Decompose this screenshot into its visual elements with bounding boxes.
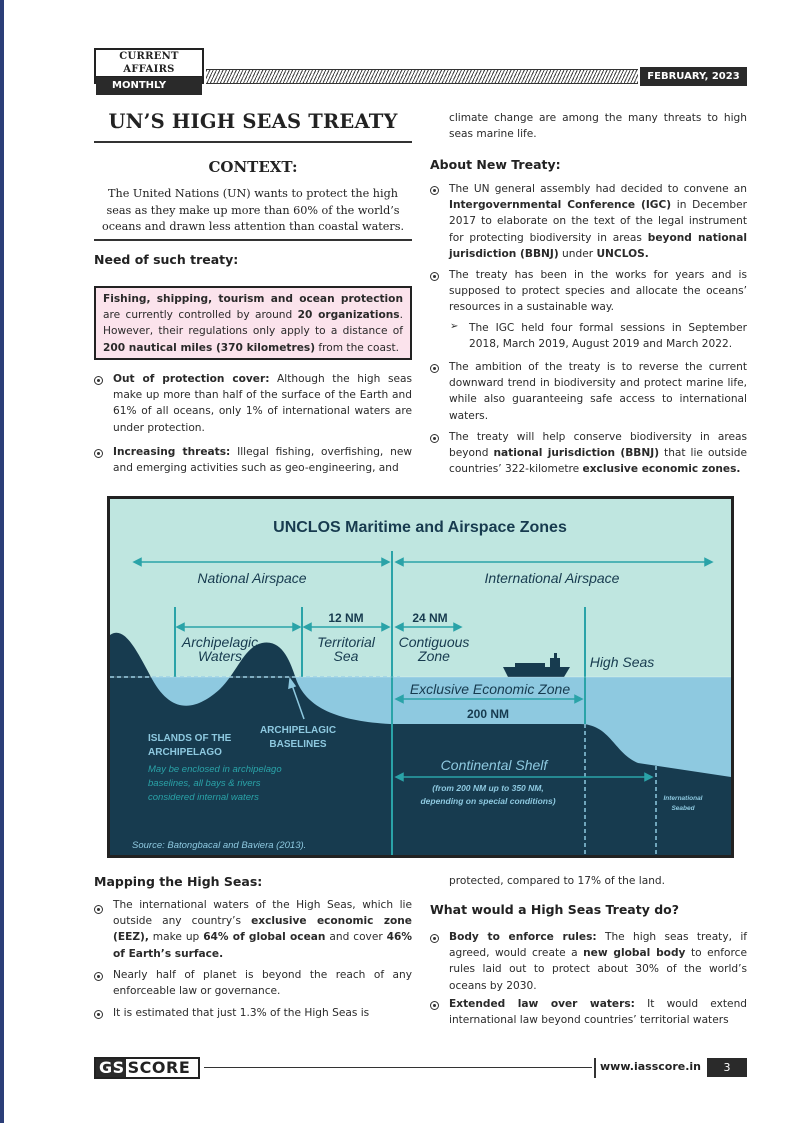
publication-logo — [94, 48, 204, 91]
baselines-label-2: BASELINES — [269, 739, 327, 750]
about-4-text: The treaty will help conserve biodiversity in areas beyond — [449, 431, 747, 460]
page-edge-bar — [0, 0, 4, 1123]
enclosed-note-2: baselines, all bays & rivers — [148, 778, 261, 789]
about-4-text: that lie outside countries’ 322-kilometre — [449, 447, 747, 476]
mapping-1-bold: 46% of Earth’s surface. — [113, 931, 412, 960]
what-1-text: The high seas treaty, if agreed, would create a — [449, 931, 747, 960]
what-heading: What would a High Seas Treaty do? — [430, 902, 679, 917]
shelf-note-2: depending on special conditions) — [420, 796, 556, 806]
context-heading: CONTEXT: — [208, 158, 298, 176]
about-1-bold: beyond national jurisdiction (BBNJ) — [449, 231, 747, 260]
about-heading: About New Treaty: — [430, 157, 561, 172]
what-1-bold: new global body — [583, 947, 686, 960]
logo-gs: GS — [96, 1059, 126, 1077]
territorial-sea-label-1: Territorial — [317, 634, 375, 650]
about-bullet-1 — [449, 181, 747, 262]
contiguous-zone-label-2: Zone — [418, 648, 450, 664]
bullet-icon — [94, 905, 103, 914]
about-bullet-2: The treaty has been in the works for years and is supposed to protect species and allocate the oceans’ resources in a sustainable way. — [449, 269, 747, 314]
about-bullet-3: The ambition of the treaty is to reverse the current downward trend in biodiversity and protect marine life, while also guaranteeing safe access to international waters. — [449, 361, 747, 422]
bullet-icon — [430, 1001, 439, 1010]
bullet-icon — [94, 449, 103, 458]
mapping-bullet-1 — [113, 897, 412, 962]
mapping-heading: Mapping the High Seas: — [94, 874, 263, 889]
callout-text-2: . However, their regulations only apply to a distance of — [103, 309, 403, 338]
bullet-icon — [430, 934, 439, 943]
brand-bottom-label: MONTHLY — [96, 77, 202, 95]
context-divider — [94, 239, 412, 241]
200nm-label: 200 NM — [466, 707, 510, 721]
about-4-bold: national jurisdiction (BBNJ) — [493, 447, 660, 460]
mapping-1-text: make up — [148, 931, 204, 944]
bullet-icon — [94, 1010, 103, 1019]
about-1-bold: Intergovernmental Conference (IGC) — [449, 199, 672, 212]
unclos-zones-figure — [107, 496, 734, 858]
islands-label-1: ISLANDS OF THE — [148, 733, 232, 744]
archipelagic-waters-label-2: Waters — [197, 648, 243, 664]
article-title: UN’S HIGH SEAS TREATY — [108, 110, 398, 133]
header-hatch-band — [206, 69, 638, 84]
high-seas-label: High Seas — [589, 654, 655, 670]
bullet-1-bold: Out of protection cover: — [113, 373, 270, 385]
sub-bullet-arrow-icon: ➢ — [450, 321, 459, 332]
unclos-diagram — [110, 499, 731, 855]
about-1-text: The UN general assembly had decided to convene an — [449, 183, 747, 195]
24nm-label: 24 NM — [412, 611, 448, 625]
callout-bold-1: Fishing, shipping, tourism and ocean protection — [103, 293, 403, 305]
continental-shelf-label: Continental Shelf — [440, 757, 548, 773]
bullet-icon — [94, 972, 103, 981]
enclosed-note-3: considered internal waters — [148, 792, 259, 803]
what-2-text: It would extend international law beyond countries’ territorial waters — [449, 998, 748, 1027]
about-bullet-4 — [449, 429, 747, 478]
bullet-1-text: Although the high seas make up more than half of the surface of the Earth and 61% of all oceans, only 1% of international waters are under protection. — [113, 373, 412, 434]
context-text: The United Nations (UN) wants to protect the high seas as they make up more than 60% of the world’s oceans and drawn less attention than coastal waters. — [101, 187, 405, 233]
callout-bold-3: 200 nautical miles (370 kilometres) — [103, 341, 316, 354]
about-1-bold: UNCLOS. — [596, 247, 649, 260]
national-airspace-label: National Airspace — [197, 570, 307, 586]
enclosed-note-1: May be enclosed in archipelago — [148, 764, 282, 775]
title-underline — [94, 141, 412, 143]
callout-text-1: are currently controlled by around — [103, 309, 298, 322]
bullet-icon — [430, 364, 439, 373]
figure-title: UNCLOS Maritime and Airspace Zones — [273, 519, 567, 536]
bullet-icon — [430, 186, 439, 195]
mapping-1-text: The international waters of the High Seas, which lie outside any country’s — [113, 899, 412, 928]
seabed-label-2: Seabed — [671, 805, 695, 812]
mapping-bullet-2: Nearly half of planet is beyond the reach of any enforceable law or governance. — [113, 969, 412, 998]
brand-top-label: CURRENT AFFAIRS — [96, 50, 202, 77]
contiguous-zone-label-1: Contiguous — [398, 634, 470, 650]
gs-score-logo — [94, 1057, 200, 1079]
need-heading: Need of such treaty: — [94, 252, 239, 267]
about-1-text: in December 2017 to elaborate on the text of the legal instrument for protecting biodiversity in areas — [449, 199, 748, 244]
bullet-2-bold: Increasing threats: — [113, 446, 231, 458]
territorial-sea-label-2: Sea — [333, 648, 359, 664]
page-number: 3 — [707, 1058, 747, 1077]
issue-date: FEBRUARY, 2023 — [640, 67, 747, 86]
about-1-text: under — [558, 247, 597, 260]
bullet-icon — [430, 272, 439, 281]
mapping-1-bold: 64% of global ocean — [203, 931, 326, 944]
callout-bold-2: 20 organizations — [297, 309, 400, 322]
callout-box — [94, 286, 412, 360]
archipelagic-waters-label-1: Archipelagic — [181, 634, 259, 650]
shelf-note-1: (from 200 NM up to 350 NM, — [432, 783, 544, 793]
footer-rule-end — [594, 1058, 596, 1078]
what-2-bold: Extended law over waters: — [449, 998, 635, 1010]
bullet-icon — [430, 434, 439, 443]
what-bullet-2 — [449, 996, 747, 1028]
website-link[interactable]: www.iasscore.in — [600, 1060, 701, 1073]
right-continuation: climate change are among the many threats to high seas marine life. — [449, 112, 747, 141]
islands-label-2: ARCHIPELAGO — [148, 747, 222, 758]
left-bullet-2 — [113, 444, 412, 476]
bullet-2-text: Illegal fishing, overfishing, new and emerging activities such as geo-engineering, and — [113, 446, 412, 475]
about-sub-bullet: The IGC held four formal sessions in September 2018, March 2019, August 2019 and March 2022. — [469, 322, 747, 351]
what-1-text: to enforce rules laid out to protect about 30% of the world’s oceans by 2030. — [449, 947, 747, 992]
logo-score: SCORE — [127, 1058, 191, 1077]
seabed-label-1: International — [663, 795, 703, 802]
mapping-1-bold: exclusive economic zone (EEZ), — [113, 915, 412, 944]
baselines-label-1: ARCHIPELAGIC — [259, 725, 337, 736]
bullet-icon — [94, 376, 103, 385]
figure-source: Source: Batongbacal and Baviera (2013). — [132, 840, 307, 851]
about-4-bold: exclusive economic zones. — [582, 463, 741, 476]
mapping-1-text: and cover — [325, 931, 387, 944]
eez-label: Exclusive Economic Zone — [409, 681, 571, 697]
mapping-continuation: protected, compared to 17% of the land. — [449, 875, 666, 887]
footer-rule — [204, 1067, 592, 1068]
12nm-label: 12 NM — [328, 611, 364, 625]
international-airspace-label: International Airspace — [484, 570, 620, 586]
left-bullet-1 — [113, 371, 412, 436]
mapping-bullet-3: It is estimated that just 1.3% of the High Seas is — [113, 1007, 370, 1019]
what-1-bold: Body to enforce rules: — [449, 931, 597, 943]
ship-icon — [503, 653, 570, 677]
callout-text-3: from the coast. — [315, 341, 400, 354]
what-bullet-1 — [449, 929, 747, 994]
